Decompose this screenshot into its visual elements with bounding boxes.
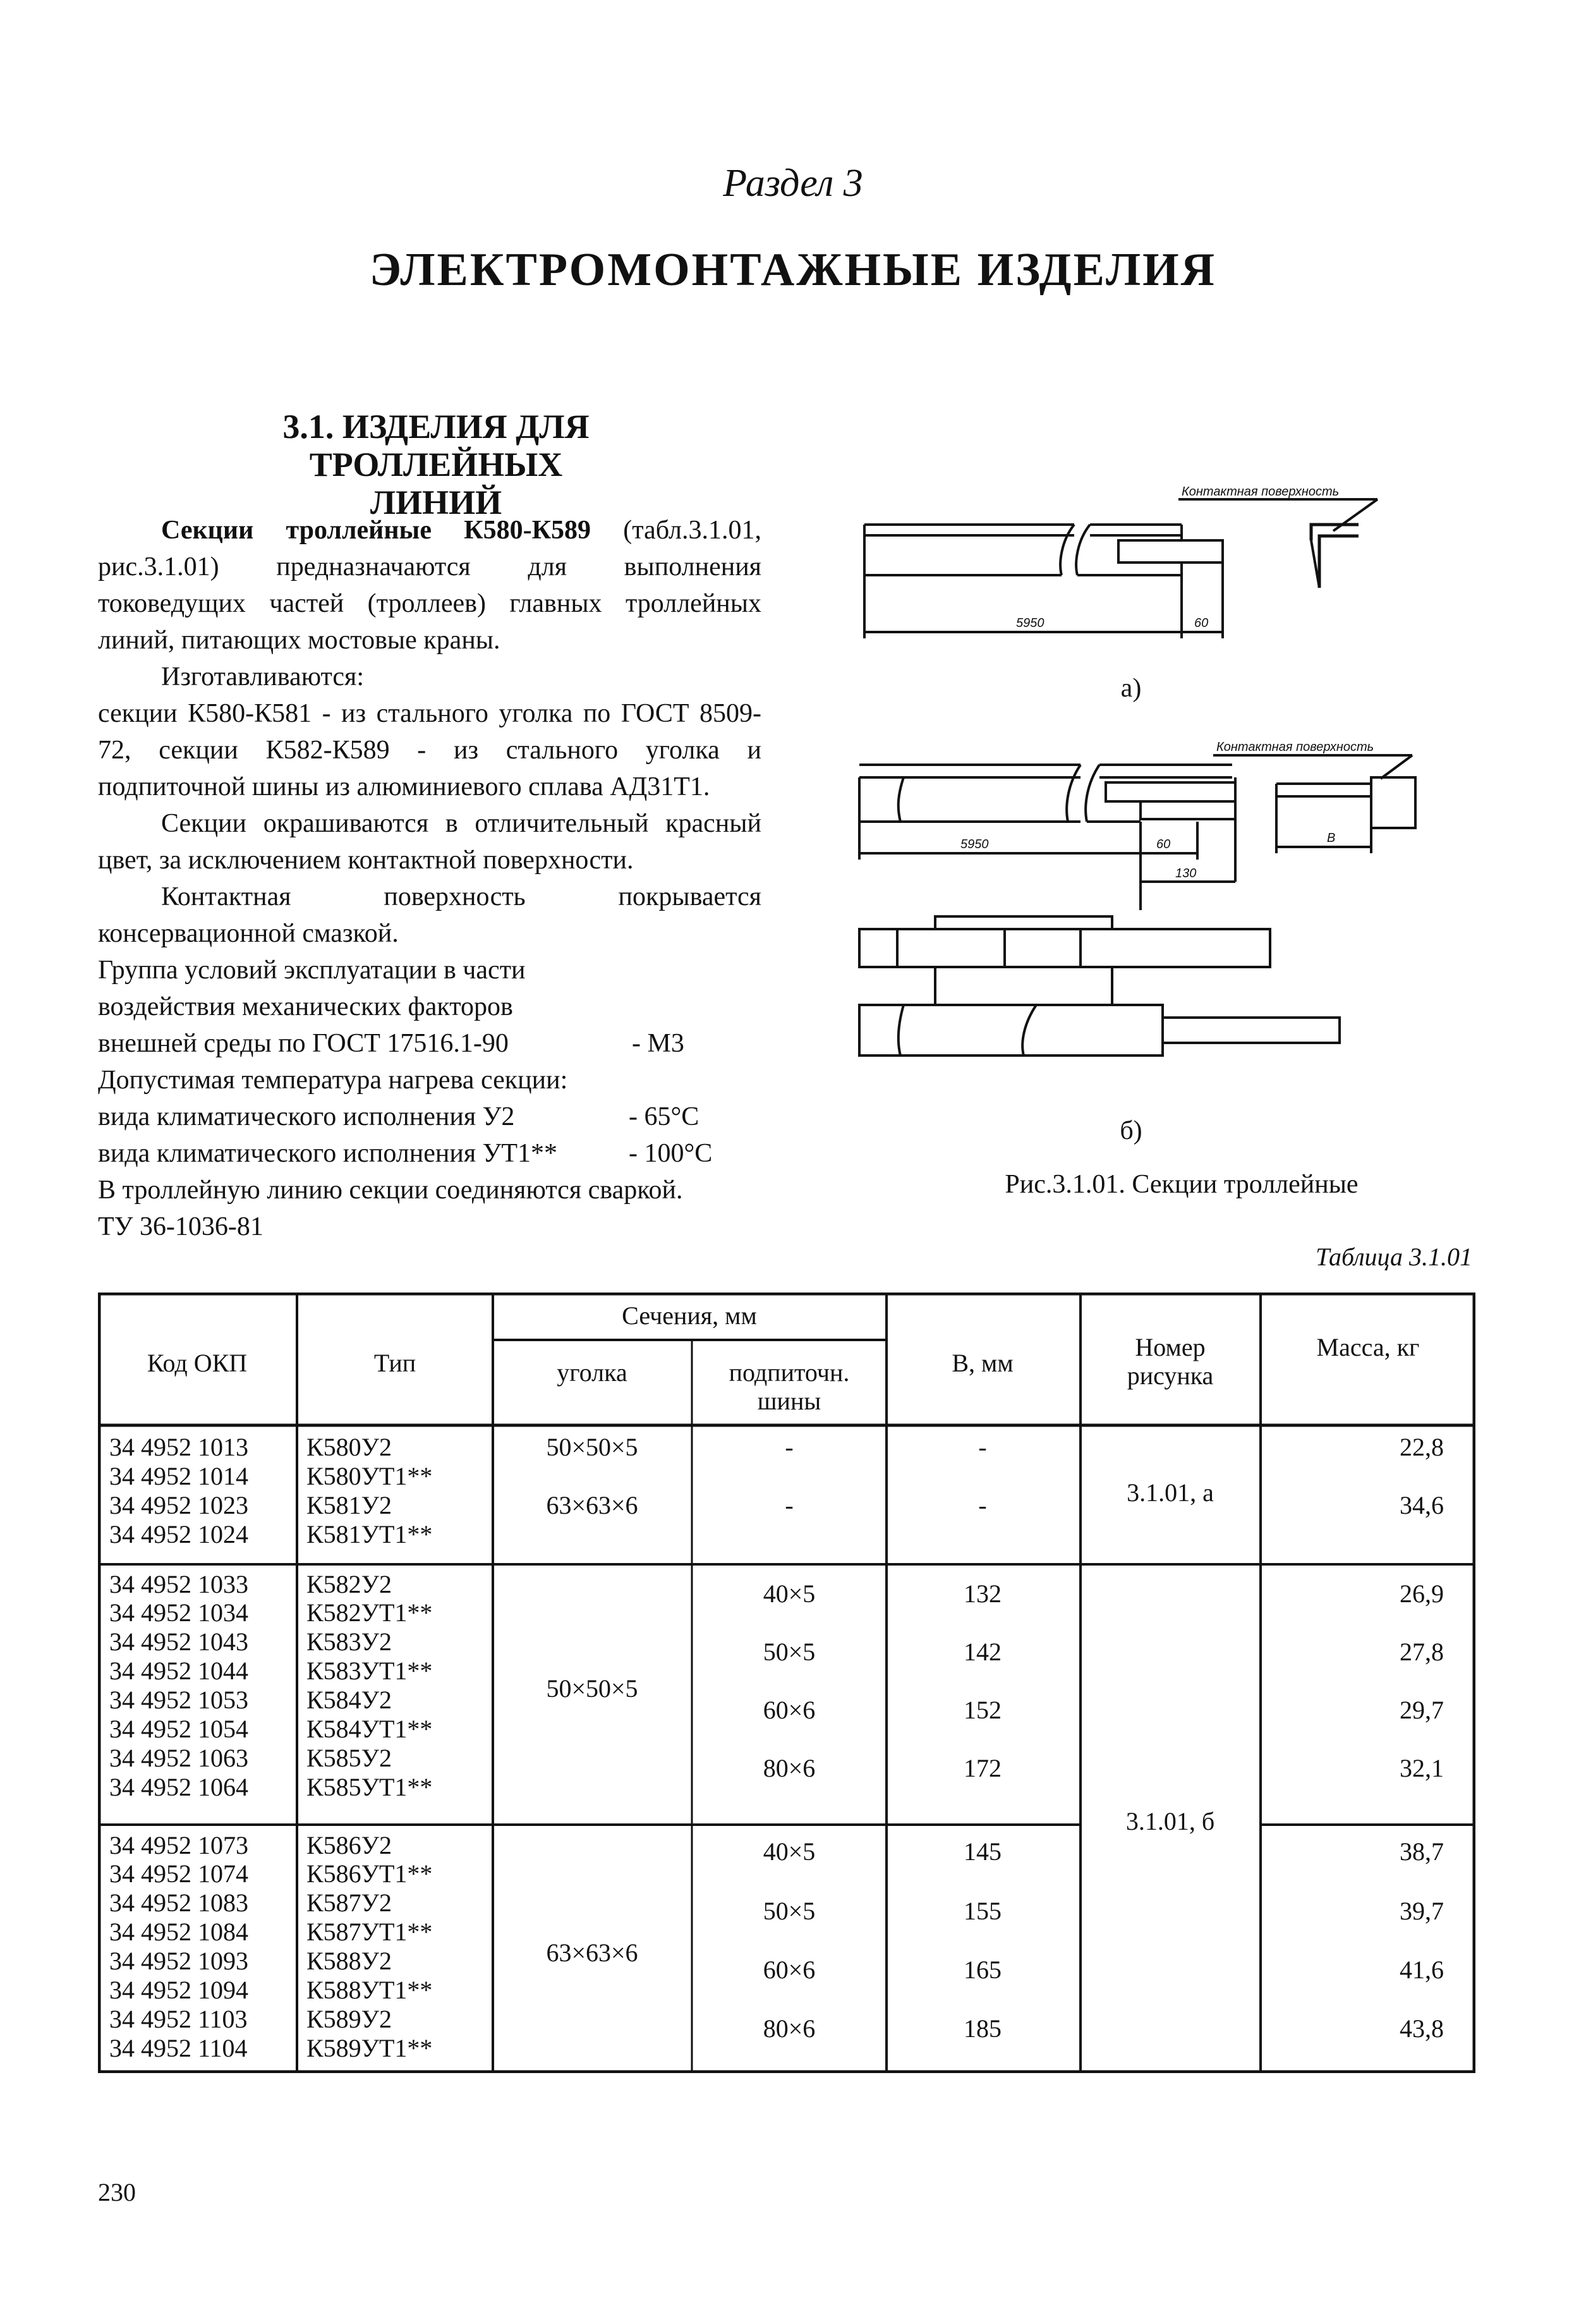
header-okp: Код ОКП: [147, 1349, 248, 1377]
mass-cell: 26,9: [1400, 1579, 1444, 1608]
temp-value-u2: - 65°С: [629, 1102, 699, 1131]
okp-cell: 34 4952 1054: [109, 1715, 248, 1743]
okp-cell: 34 4952 1073: [109, 1831, 248, 1859]
purpose-rest: (табл.3.1.01, рис.3.1.01) предназначаются для выполнения токоведущих частей (троллеев) главных троллейных линий, питающих мостовые краны.: [98, 516, 762, 655]
type-cell: К587УТ1**: [306, 1918, 433, 1946]
tu-text: ТУ 36-1036-81: [98, 1212, 263, 1241]
okp-cell: 34 4952 1033: [109, 1570, 248, 1598]
type-cell: К584У2: [306, 1686, 392, 1714]
dim-5950-b: 5950: [960, 837, 989, 851]
temp-line1: [98, 1062, 761, 1098]
type-cell: К580УТ1**: [306, 1462, 433, 1490]
bus-cell: 50×5: [763, 1638, 816, 1666]
header-bus-2: шины: [757, 1387, 821, 1415]
page-number: 230: [98, 2178, 136, 2206]
mass-cell: 41,6: [1400, 1956, 1444, 1984]
group-text2: воздействия механических факторов: [98, 992, 513, 1021]
dim-130: 130: [1175, 867, 1197, 880]
okp-cell: 34 4952 1024: [109, 1520, 248, 1548]
contact-label-a: Контактная поверхность: [1182, 485, 1340, 499]
header-mass: Масса, кг: [1316, 1333, 1420, 1361]
bus-cell: -: [785, 1491, 794, 1519]
type-cell: К582УТ1**: [306, 1598, 433, 1627]
temp-line3: [98, 1135, 761, 1172]
weld-line: [98, 1172, 761, 1208]
purpose-bold: Секции троллейные К580-К589: [161, 516, 591, 545]
figure-caption: Рис.3.1.01. Секции троллейные: [1005, 1170, 1359, 1199]
bus-cell: 60×6: [763, 1956, 816, 1984]
mass-cell: 22,8: [1400, 1433, 1444, 1461]
table-group-1: [109, 1433, 1444, 1548]
subsection-line1: 3.1. ИЗДЕЛИЯ ДЛЯ ТРОЛЛЕЙНЫХ: [282, 408, 590, 484]
type-cell: К583УТ1**: [306, 1657, 433, 1685]
table-group-3: [109, 1831, 1444, 2062]
weld-text: В троллейную линию секции соединяются сваркой.: [98, 1176, 683, 1205]
bus-cell: 60×6: [763, 1696, 816, 1724]
type-cell: К586УТ1**: [306, 1859, 433, 1888]
bus-cell: 80×6: [763, 1754, 816, 1782]
data-table: [98, 1293, 1475, 2073]
okp-cell: 34 4952 1013: [109, 1433, 248, 1461]
subsection-title: [161, 408, 711, 521]
angle-cell: 50×50×5: [546, 1433, 638, 1461]
dim-b: В: [1327, 831, 1336, 845]
type-cell: К581УТ1**: [306, 1520, 433, 1548]
mass-cell: 38,7: [1400, 1837, 1444, 1866]
header-fig-2: рисунка: [1127, 1361, 1214, 1390]
table-caption: Таблица 3.1.01: [1316, 1243, 1472, 1271]
type-cell: К589У2: [306, 2005, 392, 2033]
b-cell: 132: [964, 1579, 1002, 1608]
temp-text3: вида климатического исполнения УТ1**: [98, 1139, 558, 1168]
tu-line: [98, 1208, 761, 1245]
okp-cell: 34 4952 1014: [109, 1462, 248, 1490]
header-sections: Сечения, мм: [622, 1301, 757, 1330]
group-text1: Группа условий эксплуатации в части: [98, 956, 526, 985]
fig-cell: 3.1.01, а: [1127, 1478, 1214, 1507]
section-label: Раздел 3: [723, 162, 863, 205]
fig-cell-shared: 3.1.01, б: [1125, 1807, 1215, 1835]
temp-text2: вида климатического исполнения У2: [98, 1102, 515, 1131]
group-line2: [98, 989, 761, 1025]
header-bus-1: подпиточн.: [729, 1358, 850, 1387]
b-cell: 155: [964, 1897, 1002, 1925]
type-cell: К586У2: [306, 1831, 392, 1859]
okp-cell: 34 4952 1074: [109, 1859, 248, 1888]
bus-cell: 40×5: [763, 1579, 816, 1608]
b-cell: 185: [964, 2014, 1002, 2043]
mass-cell: 34,6: [1400, 1491, 1444, 1519]
dim-60-b: 60: [1156, 837, 1171, 851]
b-cell: 142: [964, 1638, 1002, 1666]
okp-cell: 34 4952 1063: [109, 1744, 248, 1772]
okp-cell: 34 4952 1084: [109, 1918, 248, 1946]
okp-cell: 34 4952 1034: [109, 1598, 248, 1627]
group-line1: [98, 952, 761, 989]
mass-cell: 43,8: [1400, 2014, 1444, 2043]
okp-cell: 34 4952 1043: [109, 1627, 248, 1656]
bus-cell: 50×5: [763, 1897, 816, 1925]
type-cell: К580У2: [306, 1433, 392, 1461]
b-cell: -: [978, 1433, 987, 1461]
okp-cell: 34 4952 1053: [109, 1686, 248, 1714]
group-value: - М3: [632, 1029, 684, 1058]
figure-a-label: а): [1120, 674, 1142, 703]
header-fig-1: Номер: [1135, 1333, 1206, 1361]
angle-cell: 63×63×6: [546, 1938, 638, 1967]
bus-cell: 40×5: [763, 1837, 816, 1866]
header-b: В, мм: [952, 1349, 1014, 1377]
mass-cell: 29,7: [1400, 1696, 1444, 1724]
angle-cell: 63×63×6: [546, 1491, 638, 1519]
table-group-2: [109, 1570, 1444, 1801]
figure-b-drawing: [840, 733, 1428, 1087]
contact-label-b: Контактная поверхность: [1216, 740, 1374, 754]
body-text: [98, 512, 761, 1245]
paragraph-purpose: [98, 512, 761, 659]
type-cell: К589УТ1**: [306, 2034, 433, 2062]
type-cell: К585У2: [306, 1744, 392, 1772]
mass-cell: 39,7: [1400, 1897, 1444, 1925]
paragraph-materials: секции К580-К581 - из стального уголка по ГОСТ 8509-72, секции К582-К589 - из стального уголка и подпиточной шины из алюминиевого сплава АД31Т1.: [98, 699, 761, 801]
okp-cell: 34 4952 1023: [109, 1491, 248, 1519]
type-cell: К584УТ1**: [306, 1715, 433, 1743]
header-type: Тип: [373, 1349, 416, 1377]
type-cell: К581У2: [306, 1491, 392, 1519]
mass-cell: 27,8: [1400, 1638, 1444, 1666]
b-cell: 165: [964, 1956, 1002, 1984]
header-angle: уголка: [557, 1358, 627, 1387]
group-text3: внешней среды по ГОСТ 17516.1-90: [98, 1029, 509, 1058]
b-cell: 145: [964, 1837, 1002, 1866]
bus-cell: 80×6: [763, 2014, 816, 2043]
figure-b-label: б): [1120, 1116, 1142, 1145]
paragraph-made: Изготавливаются:: [161, 662, 365, 691]
type-cell: К583У2: [306, 1627, 392, 1656]
group-line3: [98, 1025, 761, 1062]
page-title: ЭЛЕКТРОМОНТАЖНЫЕ ИЗДЕЛИЯ: [369, 244, 1217, 296]
angle-cell: 50×50×5: [546, 1674, 638, 1703]
temp-text1: Допустимая температура нагрева секции:: [98, 1066, 568, 1095]
dim-60-a: 60: [1194, 616, 1209, 630]
okp-cell: 34 4952 1083: [109, 1889, 248, 1917]
figure-a-drawing: [847, 480, 1415, 670]
bus-cell: -: [785, 1433, 794, 1461]
type-cell: К588У2: [306, 1947, 392, 1975]
okp-cell: 34 4952 1104: [109, 2034, 248, 2062]
paragraph-paint: Секции окрашиваются в отличительный красный цвет, за исключением контактной поверхности.: [98, 809, 761, 875]
b-cell: -: [978, 1491, 987, 1519]
temp-line2: [98, 1098, 761, 1135]
type-cell: К587У2: [306, 1889, 392, 1917]
b-cell: 172: [964, 1754, 1002, 1782]
type-cell: К588УТ1**: [306, 1976, 433, 2004]
type-cell: К585УТ1**: [306, 1773, 433, 1801]
paragraph-contact: Контактная поверхность покрывается консервационной смазкой.: [98, 882, 761, 948]
okp-cell: 34 4952 1093: [109, 1947, 248, 1975]
dim-5950-a: 5950: [1016, 616, 1044, 630]
okp-cell: 34 4952 1064: [109, 1773, 248, 1801]
okp-cell: 34 4952 1103: [109, 2005, 248, 2033]
temp-value-ut1: - 100°С: [629, 1139, 713, 1168]
mass-cell: 32,1: [1400, 1754, 1444, 1782]
subsection-line2: ЛИНИЙ: [370, 484, 502, 521]
type-cell: К582У2: [306, 1570, 392, 1598]
okp-cell: 34 4952 1094: [109, 1976, 248, 2004]
b-cell: 152: [964, 1696, 1002, 1724]
okp-cell: 34 4952 1044: [109, 1657, 248, 1685]
